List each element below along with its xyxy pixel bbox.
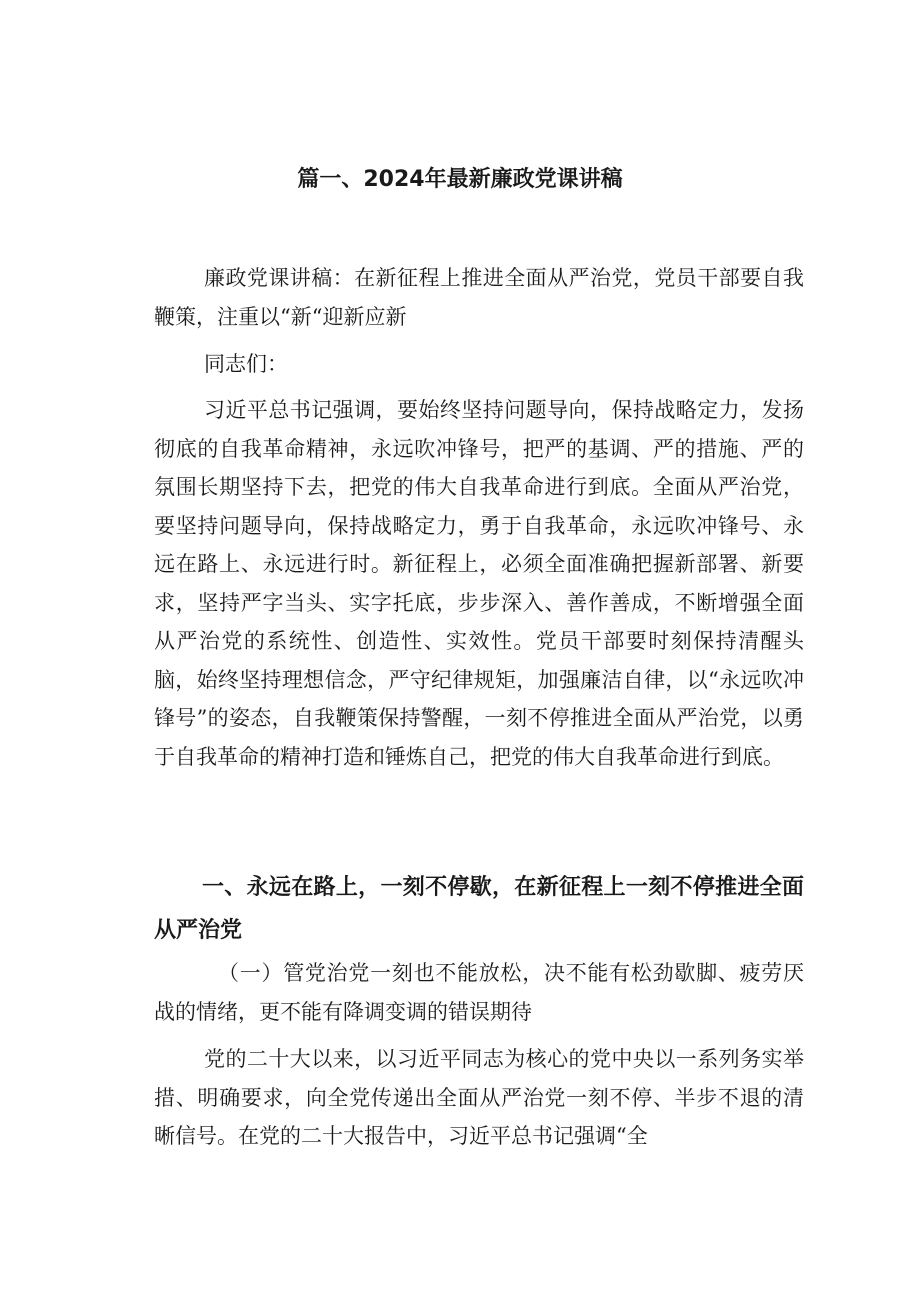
body-paragraph: 习近平总书记强调，要始终坚持问题导向，保持战略定力，发扬彻底的自我革命精神，永远吹冲锋号，把严的基调、严的措施、严的氛围长期坚持下去，把党的伟大自我革命进行到底。全面从严治党，要坚持问题导向，保持战略定力，勇于自我革命，永远吹冲锋号、永远在路上、永远进行时。新征程上，必须全面准确把握新部署、新要求，坚持严字当头、实字托底，步步深入、善作善成，不断增强全面从严治党的系统性、创造性、实效性。党员干部要时刻保持清醒头脑，始终坚持理想信念，严守纪律规矩，加强廉洁自律，以“永远吹冲锋号”的姿态，自我鞭策保持警醒，一刻不停推进全面从严治党，以勇于自我革命的精神打造和锤炼自己，把党的伟大自我革命进行到底。	[154, 398, 804, 769]
section-heading: 一、永远在路上，一刻不停歇，在新征程上一刻不停推进全面从严治党	[154, 875, 804, 943]
subtitle-paragraph: 廉政党课讲稿：在新征程上推进全面从严治党，党员干部要自我鞭策，注重以“新“迎新应新	[154, 266, 804, 329]
body-paragraph: 党的二十大以来，以习近平同志为核心的党中央以一系列务实举措、明确要求，向全党传递出全面从严治党一刻不停、半步不退的清晰信号。在党的二十大报告中，习近平总书记强调“全	[154, 1047, 804, 1148]
greeting: 同志们：	[204, 352, 288, 376]
document-title: 篇一、2024年最新廉政党课讲稿	[297, 167, 623, 192]
subsection-heading: （一）管党治党一刻也不能放松，决不能有松劲歇脚、疲劳厌战的情绪，更不能有降调变调的错误期待	[154, 961, 804, 1024]
